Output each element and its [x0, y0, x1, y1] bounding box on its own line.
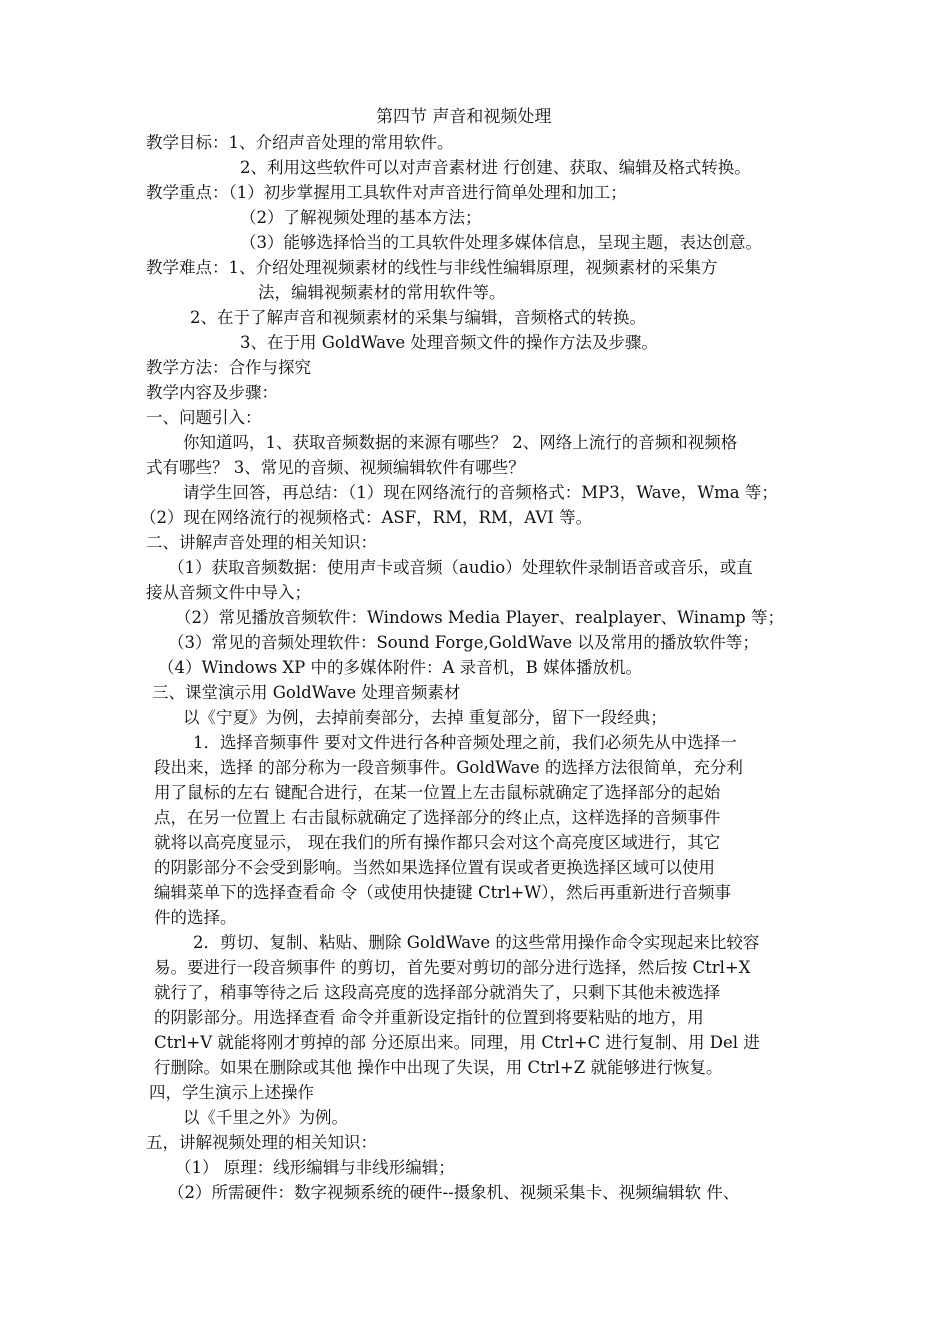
text-line: 就将以高亮度显示， 现在我们的所有操作都只会对这个高亮度区域进行，其它: [154, 833, 721, 852]
text-line: 三、课堂演示用 GoldWave 处理音频素材: [152, 683, 461, 702]
text-line: 就行了，稍事等待之后 这段高亮度的选择部分就消失了，只剩下其他未被选择: [154, 983, 721, 1002]
text-line: 请学生回答，再总结：（1）现在网络流行的音频格式：MP3，Wave，Wma 等；: [183, 483, 778, 502]
text-line: 法，编辑视频素材的常用软件等。: [258, 283, 506, 302]
text-line: 2、利用这些软件可以对声音素材进 行创建、获取、编辑及格式转换。: [240, 158, 751, 177]
text-line: 接从音频文件中导入；: [146, 583, 311, 602]
text-line: 教学方法：合作与探究: [146, 358, 311, 377]
text-line: 易。要进行一段音频事件 的剪切，首先要对剪切的部分进行选择，然后按 Ctrl+X: [154, 958, 751, 977]
text-line: 二、讲解声音处理的相关知识：: [146, 533, 377, 552]
text-line: 2．剪切、复制、粘贴、删除 GoldWave 的这些常用操作命令实现起来比较容: [193, 933, 760, 952]
text-line: 式有哪些？ 3、常见的音频、视频编辑软件有哪些？: [146, 458, 525, 477]
text-line: 3、在于用 GoldWave 处理音频文件的操作方法及步骤。: [240, 333, 658, 352]
text-line: （2）了解视频处理的基本方法；: [240, 208, 482, 227]
text-line: （1） 原理：线形编辑与非线形编辑；: [175, 1158, 455, 1177]
text-line: 教学目标：1、介绍声音处理的常用软件。: [146, 133, 454, 152]
text-line: （2）常见播放音频软件：Windows Media Player、realplayer、Winamp 等；: [175, 608, 784, 627]
text-line: 点，在另一位置上 右击鼠标就确定了选择部分的终止点，这样选择的音频事件: [154, 808, 721, 827]
text-line: 你知道吗，1、获取音频数据的来源有哪些？ 2、网络上流行的音频和视频格: [183, 433, 738, 452]
text-line: 五，讲解视频处理的相关知识：: [146, 1133, 377, 1152]
text-line: 四，学生演示上述操作: [149, 1083, 314, 1102]
text-line: 用了鼠标的左右 键配合进行，在某一位置上左击鼠标就确定了选择部分的起始: [154, 783, 721, 802]
text-line: （2）现在网络流行的视频格式：ASF，RM，RM，AVI 等。: [140, 508, 593, 527]
text-line: （3）常见的音频处理软件：Sound Forge,GoldWave 以及常用的播放软件等；: [168, 633, 759, 652]
text-line: 件的选择。: [154, 908, 237, 927]
text-line: 一、问题引入：: [146, 408, 262, 427]
text-line: 以《宁夏》为例，去掉前奏部分，去掉 重复部分，留下一段经典；: [183, 708, 667, 727]
document-title: 第四节 声音和视频处理: [376, 107, 552, 127]
text-line: （2）所需硬件：数字视频系统的硬件--摄象机、视频采集卡、视频编辑软 件、: [168, 1183, 740, 1202]
text-line: 编辑菜单下的选择查看命 令（或使用快捷键 Ctrl+W），然后再重新进行音频事: [154, 883, 731, 902]
text-line: （3）能够选择恰当的工具软件处理多媒体信息，呈现主题，表达创意。: [240, 233, 762, 252]
text-line: 1．选择音频事件 要对文件进行各种音频处理之前，我们必须先从中选择一: [193, 733, 737, 752]
text-line: 2、在于了解声音和视频素材的采集与编辑，音频格式的转换。: [190, 308, 646, 327]
text-line: 教学内容及步骤：: [146, 383, 278, 402]
text-line: 教学重点：（1）初步掌握用工具软件对声音进行简单处理和加工；: [146, 183, 627, 202]
text-line: （4）Windows XP 中的多媒体附件：A 录音机，B 媒体播放机。: [158, 658, 643, 677]
text-line: 行删除。如果在删除或其他 操作中出现了失误，用 Ctrl+Z 就能够进行恢复。: [154, 1058, 723, 1077]
text-line: （1）获取音频数据：使用声卡或音频（audio）处理软件录制语音或音乐，或直: [168, 558, 753, 577]
text-line: 段出来，选择 的部分称为一段音频事件。GoldWave 的选择方法很简单，充分利: [154, 758, 743, 777]
text-line: 以《千里之外》为例。: [183, 1108, 348, 1127]
text-line: 教学难点：1、介绍处理视频素材的线性与非线性编辑原理，视频素材的采集方: [146, 258, 718, 277]
text-line: 的阴影部分。用选择查看 命令并重新设定指针的位置到将要粘贴的地方，用: [154, 1008, 704, 1027]
text-line: Ctrl+V 就能将刚才剪掉的部 分还原出来。同理，用 Ctrl+C 进行复制、用 Del 进: [154, 1033, 760, 1052]
text-line: 的阴影部分不会受到影响。当然如果选择位置有误或者更换选择区域可以使用: [154, 858, 715, 877]
